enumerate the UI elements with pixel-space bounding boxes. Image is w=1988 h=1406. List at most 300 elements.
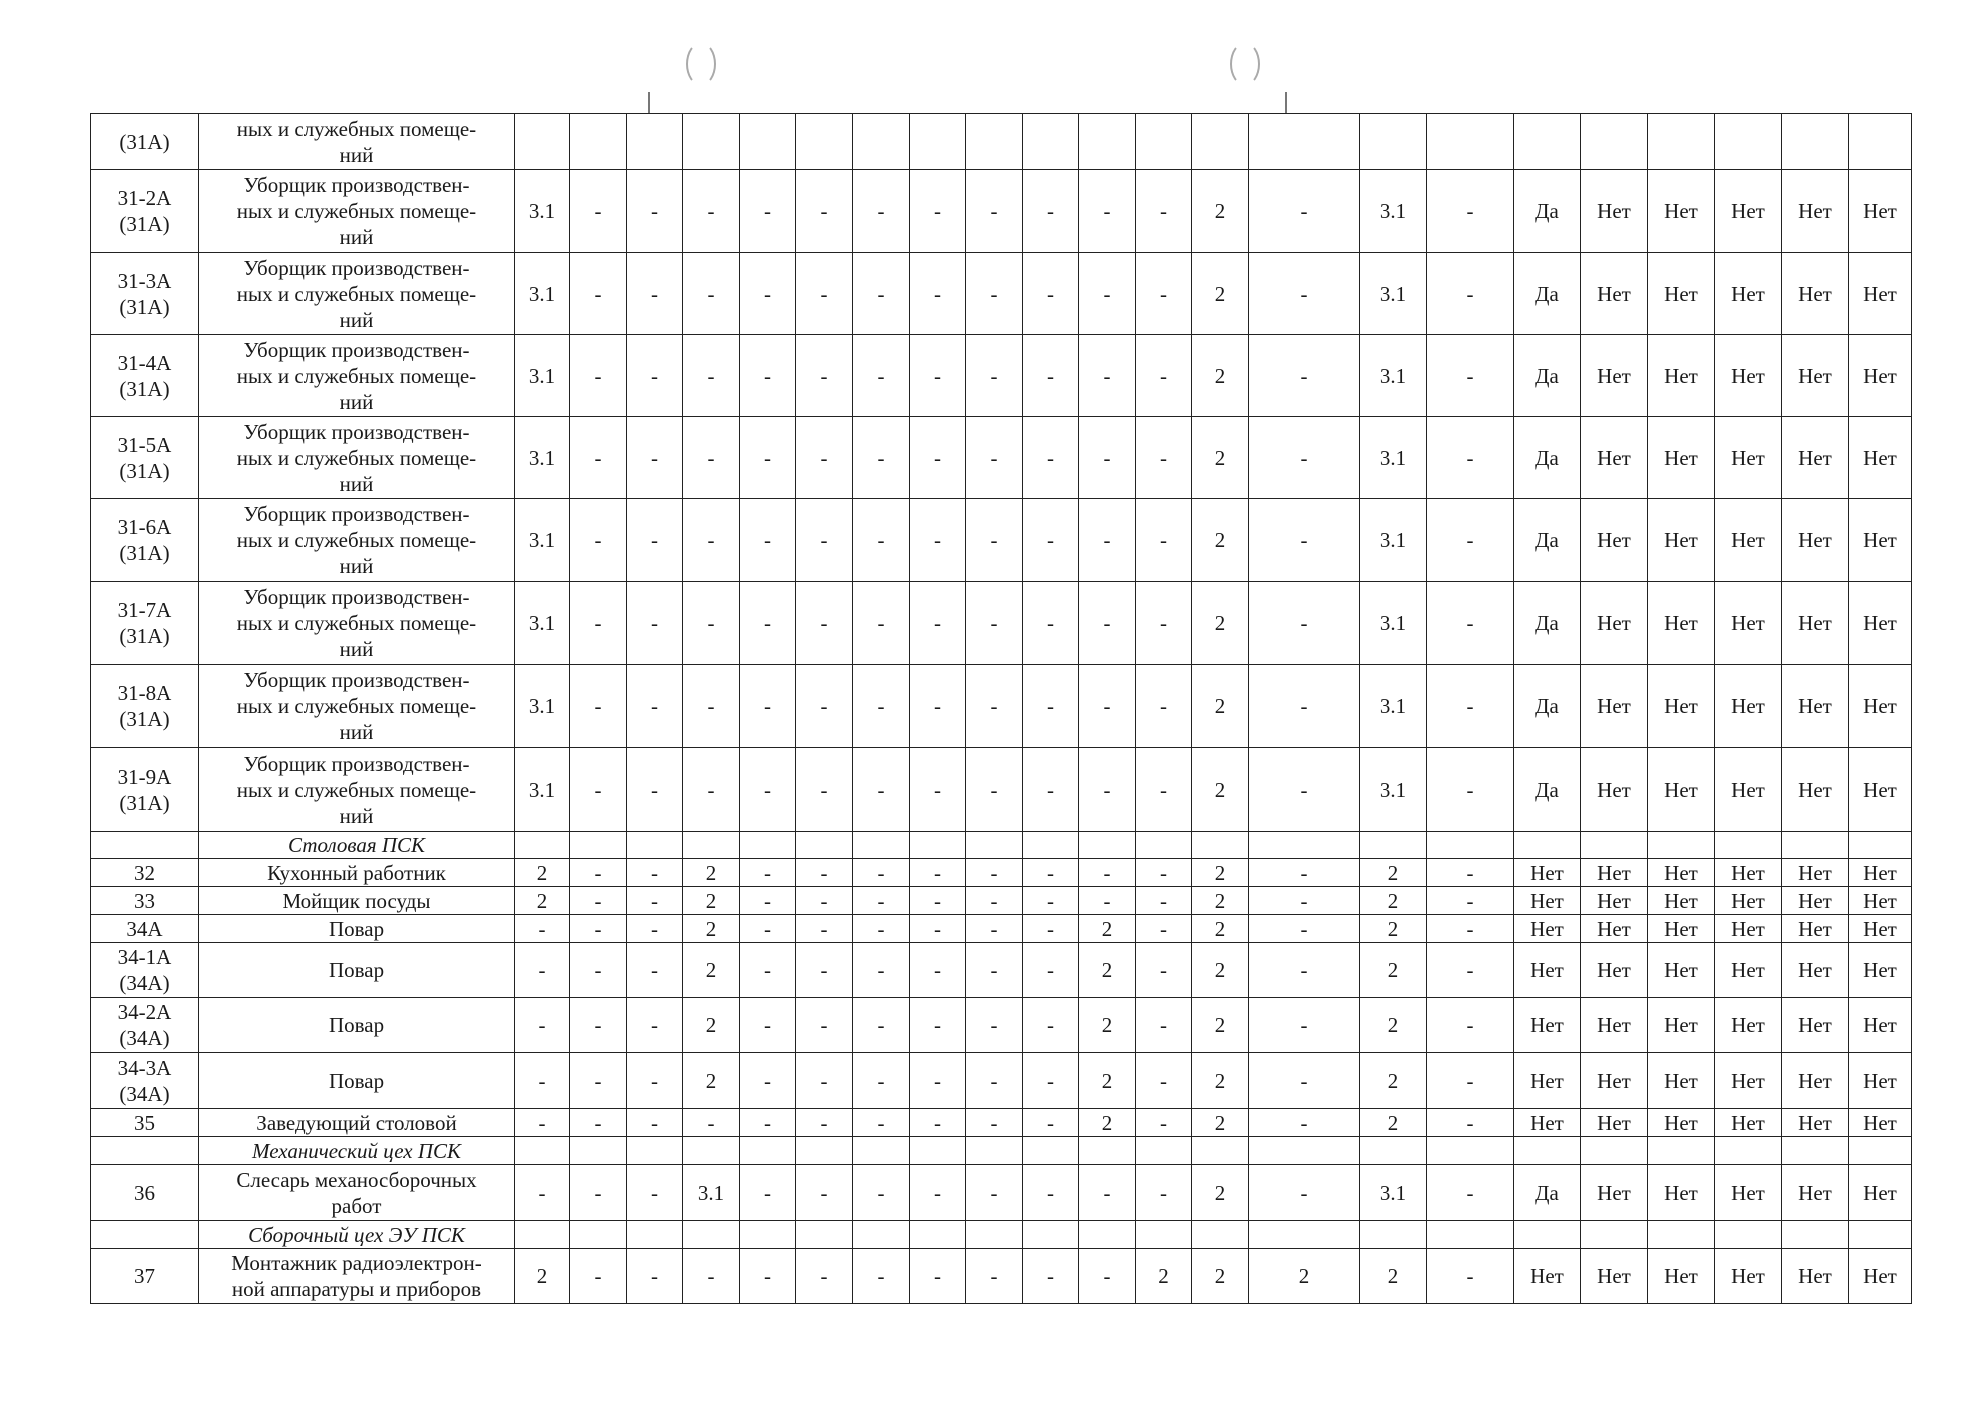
cell-value: -	[910, 1053, 966, 1109]
cell-value: -	[910, 417, 966, 499]
cell-value	[796, 1137, 853, 1165]
cell-value: -	[740, 499, 796, 582]
cell-value	[740, 832, 796, 859]
cell-value: -	[570, 499, 627, 582]
cell-value	[1514, 832, 1581, 859]
cell-position-name: Повар	[199, 998, 515, 1053]
cell-value: 2	[683, 998, 740, 1053]
cell-value: -	[683, 748, 740, 832]
cell-value	[1079, 832, 1136, 859]
cell-value: -	[683, 335, 740, 417]
cell-value: Нет	[1849, 859, 1912, 887]
cell-value: -	[1136, 887, 1192, 915]
cell-value	[683, 114, 740, 170]
cell-value: Нет	[1581, 1249, 1648, 1304]
cell-value	[1648, 1137, 1715, 1165]
cell-value: Нет	[1849, 665, 1912, 748]
cell-value: Нет	[1581, 170, 1648, 253]
cell-value: -	[966, 665, 1023, 748]
cell-value	[796, 1221, 853, 1249]
cell-value: Нет	[1782, 859, 1849, 887]
cell-value: -	[570, 335, 627, 417]
cell-value: 2	[1079, 998, 1136, 1053]
cell-value: -	[1427, 1165, 1514, 1221]
cell-value: -	[966, 748, 1023, 832]
cell-value: Нет	[1648, 859, 1715, 887]
cell-value	[1782, 114, 1849, 170]
cell-value: 2	[515, 859, 570, 887]
cell-value: -	[683, 170, 740, 253]
cell-code: 33	[91, 887, 199, 915]
cell-value: Нет	[1514, 915, 1581, 943]
cell-value: -	[796, 859, 853, 887]
cell-value: -	[1023, 887, 1079, 915]
cell-value: -	[910, 335, 966, 417]
cell-value: -	[910, 887, 966, 915]
cell-value: -	[627, 253, 683, 335]
cell-value: -	[853, 915, 910, 943]
cell-value	[1079, 114, 1136, 170]
cell-value: -	[1249, 998, 1360, 1053]
cell-value: -	[1136, 859, 1192, 887]
cell-value: -	[1079, 335, 1136, 417]
cell-value	[515, 1137, 570, 1165]
cell-value: Нет	[1849, 943, 1912, 998]
cell-value: -	[1023, 253, 1079, 335]
cell-value: Нет	[1782, 1249, 1849, 1304]
cell-value: 2	[683, 1053, 740, 1109]
cell-value: -	[853, 253, 910, 335]
table-row	[91, 887, 1912, 915]
cell-value: -	[966, 1109, 1023, 1137]
cell-value: Нет	[1648, 943, 1715, 998]
cell-value: -	[627, 859, 683, 887]
cell-value: -	[853, 1109, 910, 1137]
cell-value: Нет	[1715, 335, 1782, 417]
cell-value: Нет	[1715, 943, 1782, 998]
cell-value: -	[1249, 335, 1360, 417]
cell-value	[1715, 832, 1782, 859]
cell-value: -	[1079, 748, 1136, 832]
cell-value: 3.1	[515, 253, 570, 335]
cell-value: -	[570, 253, 627, 335]
cell-value	[740, 1221, 796, 1249]
cell-value: -	[627, 582, 683, 665]
cell-value: -	[740, 335, 796, 417]
cell-value: Нет	[1648, 665, 1715, 748]
cell-value: -	[627, 943, 683, 998]
cell-value	[1192, 832, 1249, 859]
cell-value: -	[740, 582, 796, 665]
fold-mark-right	[1285, 92, 1287, 114]
cell-value: 2	[683, 887, 740, 915]
cell-value	[1648, 1221, 1715, 1249]
cell-value: Нет	[1514, 1249, 1581, 1304]
cell-value: Нет	[1581, 1109, 1648, 1137]
cell-value: Нет	[1648, 499, 1715, 582]
cell-value	[1023, 1221, 1079, 1249]
cell-value: Нет	[1514, 943, 1581, 998]
cell-value: -	[1249, 665, 1360, 748]
table-row	[91, 915, 1912, 943]
cell-value	[740, 1137, 796, 1165]
cell-value: -	[1136, 253, 1192, 335]
cell-value: -	[1079, 170, 1136, 253]
cell-value	[1581, 114, 1648, 170]
cell-value	[1782, 1221, 1849, 1249]
cell-value	[683, 1221, 740, 1249]
cell-value: 2	[1360, 887, 1427, 915]
cell-value: -	[627, 1165, 683, 1221]
cell-value: -	[1427, 665, 1514, 748]
cell-value: 2	[1360, 943, 1427, 998]
cell-position-name: Повар	[199, 943, 515, 998]
cell-value: 2	[515, 887, 570, 915]
cell-value: -	[1427, 859, 1514, 887]
cell-value: Нет	[1849, 499, 1912, 582]
cell-value: -	[1427, 1053, 1514, 1109]
cell-value: Нет	[1715, 1165, 1782, 1221]
cell-value: 3.1	[515, 748, 570, 832]
cell-value	[1715, 1137, 1782, 1165]
cell-value: -	[570, 887, 627, 915]
cell-code: 36	[91, 1165, 199, 1221]
cell-value: -	[853, 943, 910, 998]
cell-value: -	[1249, 253, 1360, 335]
cell-position-name: Уборщик производствен- ных и служебных помеще- ний	[199, 170, 515, 253]
cell-value: -	[1249, 1053, 1360, 1109]
cell-value	[1360, 1221, 1427, 1249]
cell-value: Нет	[1782, 1165, 1849, 1221]
cell-value: Нет	[1581, 748, 1648, 832]
section-row	[91, 832, 1912, 859]
cell-value: -	[853, 1053, 910, 1109]
cell-value: Нет	[1782, 582, 1849, 665]
cell-value: -	[1136, 748, 1192, 832]
cell-value	[683, 832, 740, 859]
table-row	[91, 114, 1912, 170]
cell-value	[1514, 114, 1581, 170]
section-title: Механический цех ПСК	[199, 1137, 515, 1165]
cell-value	[966, 1221, 1023, 1249]
cell-value: -	[1023, 1109, 1079, 1137]
cell-value: -	[683, 665, 740, 748]
cell-code: 31-5А (31А)	[91, 417, 199, 499]
cell-value: 2	[1360, 1109, 1427, 1137]
cell-value: -	[910, 582, 966, 665]
cell-value: -	[1427, 582, 1514, 665]
cell-value	[1192, 114, 1249, 170]
cell-value: Да	[1514, 170, 1581, 253]
cell-value: -	[1079, 253, 1136, 335]
cell-value: Нет	[1648, 1109, 1715, 1137]
table-row	[91, 170, 1912, 253]
cell-value	[627, 114, 683, 170]
cell-position-name: Слесарь механосборочных работ	[199, 1165, 515, 1221]
cell-value: -	[1427, 915, 1514, 943]
cell-value: -	[627, 417, 683, 499]
cell-code: (31A)	[91, 114, 199, 170]
cell-value	[570, 114, 627, 170]
cell-value	[796, 832, 853, 859]
cell-value	[1023, 114, 1079, 170]
cell-value	[1648, 114, 1715, 170]
cell-value: Нет	[1514, 998, 1581, 1053]
cell-code: 31-7А (31А)	[91, 582, 199, 665]
cell-value: Нет	[1648, 582, 1715, 665]
section-row	[91, 1137, 1912, 1165]
cell-value	[1360, 114, 1427, 170]
cell-position-name: Повар	[199, 915, 515, 943]
cell-position-name: Заведующий столовой	[199, 1109, 515, 1137]
cell-value: -	[1427, 253, 1514, 335]
cell-value: -	[966, 943, 1023, 998]
cell-value: Нет	[1648, 253, 1715, 335]
cell-code: 31-2А (31А)	[91, 170, 199, 253]
cell-value: -	[627, 915, 683, 943]
cell-value: -	[740, 859, 796, 887]
cell-value: -	[910, 943, 966, 998]
cell-value: 2	[1360, 915, 1427, 943]
cell-value: Нет	[1581, 665, 1648, 748]
cell-value: Нет	[1715, 887, 1782, 915]
cell-value: -	[1427, 1249, 1514, 1304]
cell-value: -	[853, 859, 910, 887]
cell-value: -	[796, 887, 853, 915]
cell-value: Нет	[1514, 1053, 1581, 1109]
cell-value: -	[966, 499, 1023, 582]
cell-value: Нет	[1849, 335, 1912, 417]
cell-position-name: Уборщик производствен- ных и служебных помеще- ний	[199, 582, 515, 665]
cell-value: -	[1136, 943, 1192, 998]
cell-value: -	[910, 1109, 966, 1137]
cell-code: 37	[91, 1249, 199, 1304]
cell-value: -	[1427, 499, 1514, 582]
punch-hole-left	[686, 42, 716, 86]
cell-value	[966, 832, 1023, 859]
cell-value: -	[796, 1249, 853, 1304]
cell-value: -	[1023, 1053, 1079, 1109]
cell-value: Нет	[1648, 1165, 1715, 1221]
cell-value: -	[627, 1109, 683, 1137]
section-title: Сборочный цех ЭУ ПСК	[199, 1221, 515, 1249]
cell-value: Нет	[1715, 915, 1782, 943]
cell-position-name: Уборщик производствен- ных и служебных помеще- ний	[199, 417, 515, 499]
cell-value: -	[1249, 915, 1360, 943]
cell-value: -	[1079, 417, 1136, 499]
cell-value: -	[853, 417, 910, 499]
cell-value: Нет	[1782, 887, 1849, 915]
cell-value: -	[1136, 1053, 1192, 1109]
cell-value: -	[1427, 943, 1514, 998]
cell-value: -	[1427, 417, 1514, 499]
cell-code: 34-3А (34А)	[91, 1053, 199, 1109]
cell-value	[1581, 832, 1648, 859]
cell-value: -	[1023, 943, 1079, 998]
cell-value: Нет	[1581, 582, 1648, 665]
cell-value: Да	[1514, 335, 1581, 417]
section-title: Столовая ПСК	[199, 832, 515, 859]
cell-value: -	[515, 915, 570, 943]
cell-value: Нет	[1849, 915, 1912, 943]
cell-value: -	[627, 748, 683, 832]
cell-value: 3.1	[1360, 582, 1427, 665]
cell-value: Нет	[1581, 417, 1648, 499]
cell-value: -	[966, 170, 1023, 253]
cell-value	[853, 832, 910, 859]
cell-value	[1360, 832, 1427, 859]
cell-value	[1427, 1137, 1514, 1165]
cell-value: -	[740, 417, 796, 499]
cell-value: -	[966, 417, 1023, 499]
cell-value: -	[966, 1053, 1023, 1109]
cell-value	[1849, 1137, 1912, 1165]
cell-value: -	[1136, 998, 1192, 1053]
cell-value	[1514, 1221, 1581, 1249]
table-row	[91, 499, 1912, 582]
section-row	[91, 1221, 1912, 1249]
cell-value: Нет	[1849, 1109, 1912, 1137]
cell-value	[966, 114, 1023, 170]
cell-value	[1023, 832, 1079, 859]
cell-value: -	[740, 748, 796, 832]
cell-value: Нет	[1581, 499, 1648, 582]
cell-value: 3.1	[1360, 335, 1427, 417]
cell-value: Нет	[1715, 170, 1782, 253]
cell-value: Да	[1514, 665, 1581, 748]
cell-value: -	[966, 998, 1023, 1053]
cell-value: -	[683, 253, 740, 335]
cell-value: 2	[1136, 1249, 1192, 1304]
cell-value: -	[740, 253, 796, 335]
table-row	[91, 665, 1912, 748]
cell-value: Нет	[1715, 1249, 1782, 1304]
cell-value	[1136, 1137, 1192, 1165]
cell-code	[91, 832, 199, 859]
cell-value: Нет	[1581, 859, 1648, 887]
cell-value: -	[627, 1053, 683, 1109]
cell-code: 34-1А (34А)	[91, 943, 199, 998]
cell-value: Нет	[1648, 335, 1715, 417]
cell-value: -	[1023, 335, 1079, 417]
cell-value: -	[1427, 748, 1514, 832]
cell-value: Да	[1514, 582, 1581, 665]
cell-value: -	[1136, 915, 1192, 943]
cell-value: Нет	[1849, 887, 1912, 915]
cell-value: -	[1136, 335, 1192, 417]
cell-value: Да	[1514, 253, 1581, 335]
cell-value	[1514, 1137, 1581, 1165]
cell-value	[515, 1221, 570, 1249]
cell-value	[1192, 1221, 1249, 1249]
cell-value: -	[570, 915, 627, 943]
cell-value	[1715, 114, 1782, 170]
cell-value: 2	[1079, 1053, 1136, 1109]
cell-value	[1136, 832, 1192, 859]
cell-position-name: ных и служебных помеще- ний	[199, 114, 515, 170]
cell-value: Нет	[1849, 417, 1912, 499]
cell-value: -	[1079, 887, 1136, 915]
cell-value: -	[1023, 998, 1079, 1053]
cell-value: -	[1427, 1109, 1514, 1137]
cell-value: -	[1136, 665, 1192, 748]
cell-value: Нет	[1715, 859, 1782, 887]
cell-value: Нет	[1782, 998, 1849, 1053]
cell-value: 2	[1192, 417, 1249, 499]
cell-value	[1427, 832, 1514, 859]
cell-value: Нет	[1715, 665, 1782, 748]
cell-value: -	[966, 1165, 1023, 1221]
cell-value: -	[740, 998, 796, 1053]
table-body	[91, 114, 1912, 1304]
cell-value	[910, 114, 966, 170]
cell-value: -	[1079, 859, 1136, 887]
cell-value: -	[1023, 1249, 1079, 1304]
cell-code	[91, 1221, 199, 1249]
cell-value: -	[853, 582, 910, 665]
cell-value	[1249, 1221, 1360, 1249]
cell-value	[1136, 1221, 1192, 1249]
table-row	[91, 859, 1912, 887]
cell-value: -	[570, 998, 627, 1053]
cell-value: -	[1023, 1165, 1079, 1221]
cell-value: -	[515, 1165, 570, 1221]
cell-value	[853, 114, 910, 170]
cell-value: -	[570, 665, 627, 748]
cell-value: 3.1	[1360, 499, 1427, 582]
cell-value: Нет	[1849, 582, 1912, 665]
cell-value: -	[1427, 170, 1514, 253]
cell-value: -	[1427, 335, 1514, 417]
cell-value: 2	[1192, 1109, 1249, 1137]
cell-value: Нет	[1514, 887, 1581, 915]
cell-value: 2	[1360, 1249, 1427, 1304]
table-row	[91, 998, 1912, 1053]
cell-value: -	[1023, 582, 1079, 665]
cell-value: -	[853, 665, 910, 748]
fold-mark-left	[648, 92, 650, 114]
cell-value: -	[515, 943, 570, 998]
cell-value: -	[910, 998, 966, 1053]
cell-value: -	[966, 335, 1023, 417]
cell-value: 3.1	[515, 335, 570, 417]
cell-value	[515, 114, 570, 170]
cell-value: Нет	[1782, 1109, 1849, 1137]
cell-value: Да	[1514, 499, 1581, 582]
cell-value: -	[740, 943, 796, 998]
cell-value: -	[910, 1249, 966, 1304]
cell-value: 3.1	[683, 1165, 740, 1221]
cell-value: -	[683, 417, 740, 499]
cell-value: -	[966, 582, 1023, 665]
cell-value: -	[796, 943, 853, 998]
cell-position-name: Уборщик производствен- ных и служебных помеще- ний	[199, 253, 515, 335]
cell-value: Нет	[1849, 170, 1912, 253]
cell-value: Да	[1514, 748, 1581, 832]
cell-value: -	[515, 1109, 570, 1137]
cell-value	[966, 1137, 1023, 1165]
cell-value: Нет	[1782, 253, 1849, 335]
cell-value	[1427, 1221, 1514, 1249]
cell-value: -	[910, 1165, 966, 1221]
cell-value: 2	[1360, 1053, 1427, 1109]
cell-value: Да	[1514, 1165, 1581, 1221]
cell-value: Нет	[1581, 943, 1648, 998]
table-row	[91, 943, 1912, 998]
cell-value: Нет	[1581, 335, 1648, 417]
cell-value: Нет	[1782, 170, 1849, 253]
cell-value: 2	[1192, 170, 1249, 253]
